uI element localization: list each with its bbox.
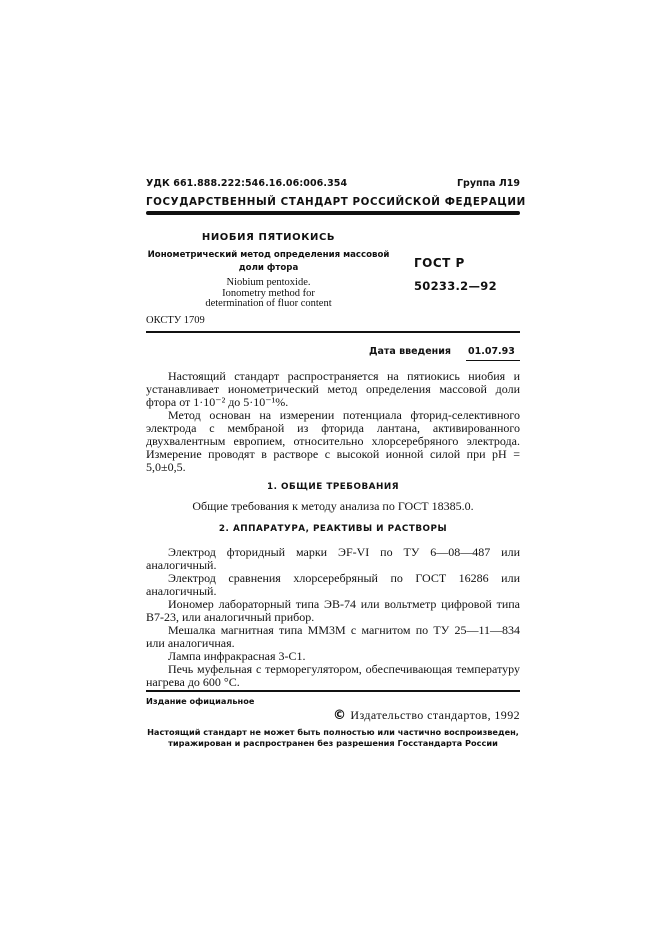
english-title — [146, 278, 391, 310]
gost-number: 50233.2—92 — [414, 279, 497, 293]
paragraph: Настоящий стандарт распространяется на пятиокись ниобия и устанавливает ионометрический метод определения массовой доли фтора от 1·10⁻² до 5·10⁻¹%. — [146, 369, 520, 409]
copyright-text: Издательство стандартов, 1992 — [350, 708, 520, 722]
okstu-code: ОКСТУ 1709 — [146, 315, 205, 326]
section-1-text: Общие требования к методу анализа по ГОСТ 18385.0. — [192, 499, 474, 513]
header-rule — [146, 211, 520, 215]
english-title-line: Niobium pentoxide. — [226, 277, 311, 288]
title-rule — [146, 331, 520, 333]
date-underline — [466, 360, 520, 361]
paragraph: Метод основан на измерении потенциала фторид-селективного электрода с мембраной из фторида лантана, активированного двухвалентным европием, относительно хлорсеребряного электрода. Измерение проводят в растворе с высокой ионной силой при pH = 5,0±0,5. — [146, 408, 520, 474]
section-heading-1: 1. ОБЩИЕ ТРЕБОВАНИЯ — [267, 482, 399, 492]
section-heading-2: 2. АППАРАТУРА, РЕАКТИВЫ И РАСТВОРЫ — [218, 524, 448, 534]
footer-rule — [146, 690, 520, 692]
intro-text — [146, 370, 520, 474]
copyright-line — [333, 708, 520, 723]
copyright-icon: © — [333, 708, 347, 723]
paragraph: Печь муфельная с терморегулятором, обеспечивающая температуру нагрева до 600 °С. — [146, 662, 520, 689]
english-title-line: determination of fluor content — [205, 298, 332, 309]
document-title: НИОБИЯ ПЯТИОКИСЬ — [201, 232, 336, 243]
paragraph: Электрод сравнения хлорсеребряный по ГОСТ 16286 или аналогичный. — [146, 571, 520, 598]
state-standard-heading: ГОСУДАРСТВЕННЫЙ СТАНДАРТ РОССИЙСКОЙ ФЕДЕРАЦИИ — [146, 196, 526, 208]
intro-date-label: Дата введения — [369, 346, 451, 357]
udk-code: УДК 661.888.222:546.16.06:006.354 — [146, 178, 348, 189]
group-code: Группа Л19 — [456, 178, 520, 189]
official-edition-label: Издание официальное — [146, 696, 255, 706]
gost-label: ГОСТ Р — [414, 256, 465, 270]
intro-date-value: 01.07.93 — [468, 346, 515, 357]
paragraph: Лампа инфракрасная 3-С1. — [168, 649, 306, 663]
paragraph: Мешалка магнитная типа ММ3М с магнитом по ТУ 25—11—834 или аналогичная. — [146, 623, 520, 650]
reproduction-notice: Настоящий стандарт не может быть полностью или частично воспроизведен, тиражирован и распространен без разрешения Госстандарта России — [147, 727, 519, 748]
equipment-list — [146, 546, 520, 689]
paragraph: Иономер лабораторный типа ЭВ-74 или вольтметр цифровой типа В7-23, или аналогичный прибор. — [146, 597, 520, 624]
english-title-line: Ionometry method for — [222, 287, 315, 299]
document-subtitle: Ионометрический метод определения массовой доли фтора — [147, 250, 390, 273]
paragraph: Электрод фторидный марки ЭF-VI по ТУ 6—08—487 или аналогичный. — [146, 545, 520, 572]
